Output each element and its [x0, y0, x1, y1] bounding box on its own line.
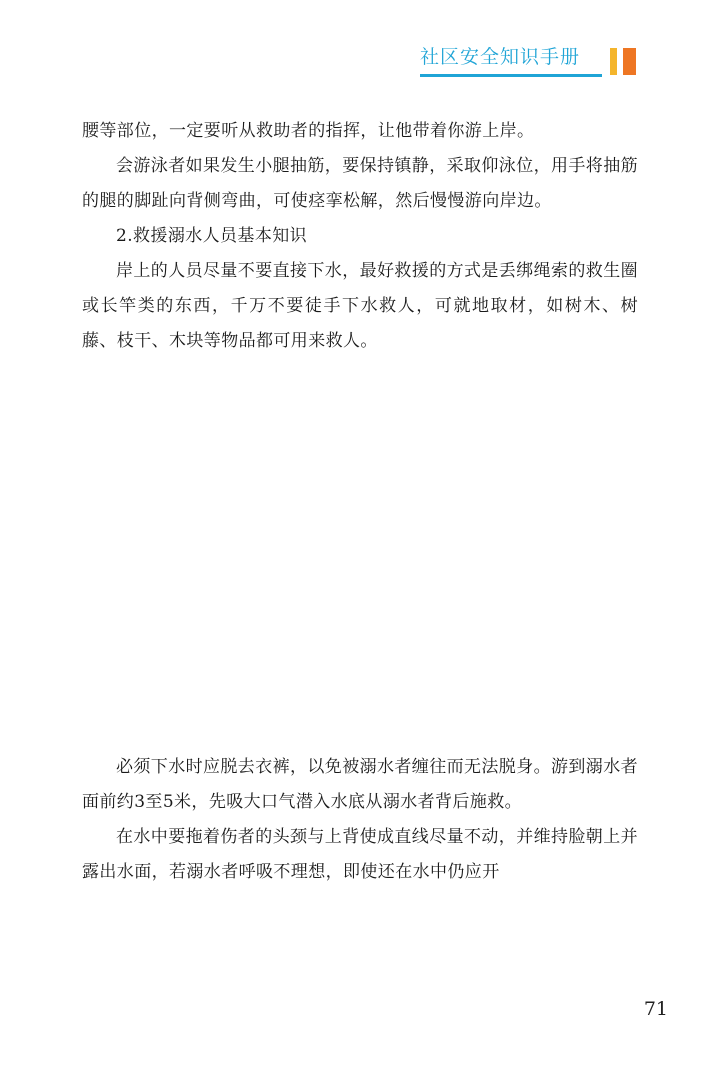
header-accent-bar-yellow [610, 48, 617, 75]
paragraph-towing: 在水中要拖着伤者的头颈与上背使成直线尽量不动，并维持脸朝上并露出水面，若溺水者呼吸不理想，即使还在水中仍应开 [82, 827, 638, 882]
body-text-top [82, 114, 638, 359]
paragraph-shore-rescue: 岸上的人员尽量不要直接下水，最好救援的方式是丢绑绳索的救生圈或长竿类的东西，千万不要徒手下水救人，可就地取材，如树木、树藤、枝干、木块等物品都可用来救人。 [82, 261, 638, 351]
paragraph-cramp-advice: 会游泳者如果发生小腿抽筋，要保持镇静，采取仰泳位，用手将抽筋的腿的脚趾向背侧弯曲，可使痉挛松解，然后慢慢游向岸边。 [82, 156, 638, 211]
page-number: 71 [643, 998, 668, 1020]
paragraph-water-entry: 必须下水时应脱去衣裤，以免被溺水者缠往而无法脱身。游到溺水者面前约3至5米，先吸大口气潜入水底从溺水者背后施救。 [82, 757, 638, 812]
running-header-title: 社区安全知识手册 [420, 46, 581, 68]
header-accent-bar-orange [623, 48, 636, 75]
header-underline [420, 74, 602, 77]
body-text-bottom [82, 750, 638, 890]
paragraph-continuation: 腰等部位，一定要听从救助者的指挥，让他带着你游上岸。 [82, 121, 535, 141]
section-heading: 2.救援溺水人员基本知识 [116, 226, 308, 246]
